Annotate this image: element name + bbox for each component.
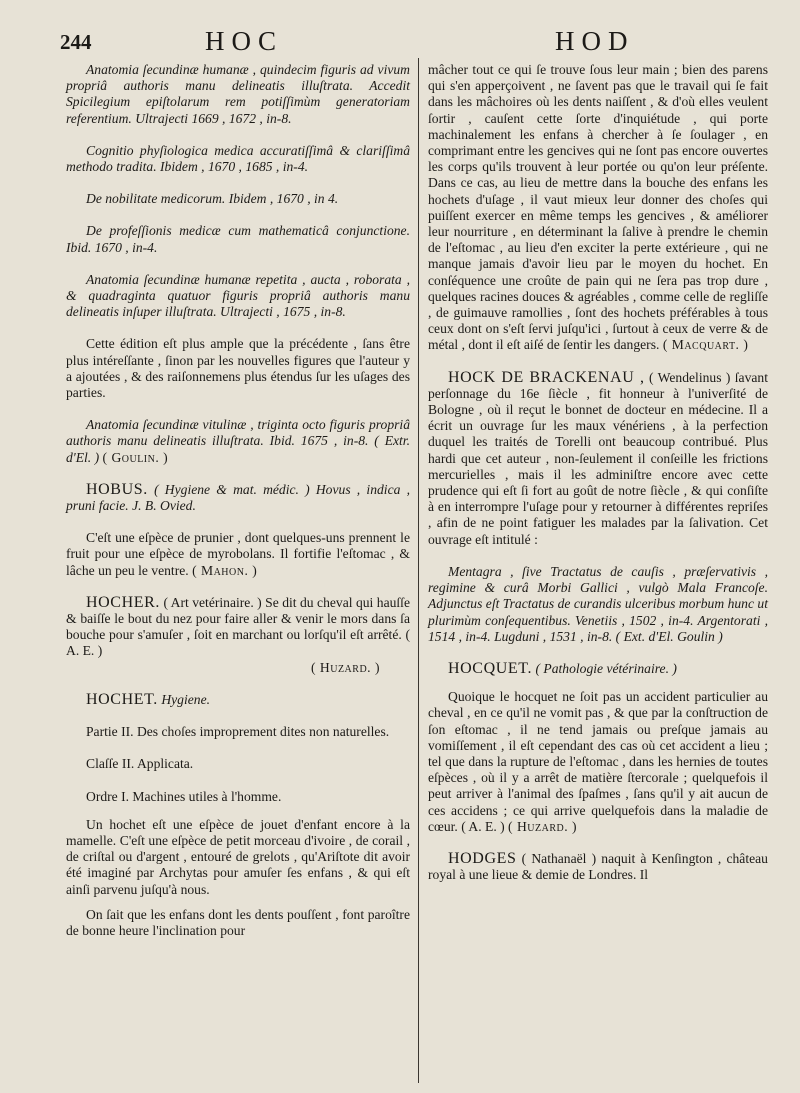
note-edition: Cette édition eſt plus ample que la précédente , ſans être plus intéreſſante , ſinon par les nouvelles figures que l'auteur y a ajoutées , & des raiſonnemens plus étendus ſur les uſages des parties. — [66, 336, 410, 401]
running-head-left: HOC — [205, 26, 284, 56]
citation-anatomia-vitulinae — [66, 417, 410, 466]
right-column — [428, 62, 768, 883]
entry-subject: Hygiene. — [161, 691, 210, 707]
entry-headword: HOBUS. — [86, 480, 148, 498]
entry-headword: HOCHET. — [86, 690, 158, 708]
entry-body: C'eſt une eſpèce de prunier , dont quelques-uns prennent le fruit pour une eſpèce de myrobolans. Il fortifie l'eſtomac , & lâche un peu le ventre. — [66, 530, 410, 578]
citation-mentagra: Mentagra , ſive Tractatus de cauſis , præſervativis , regimine & curâ Morbi Gallici , vulgò Mala Francoſe. Adjunctus eſt Tractatus de curandis ulceribus morbum hunc ut plurimùm conſequentibus. Venetiis , 1502 , in-4. Argentorati , 1514 , in-4. Lugduni , 1531 , in-8. ( Ext. d'El. Goulin ) — [428, 563, 768, 644]
classification-partie: Partie II. Des choſes improprement dites non naturelles. — [86, 724, 390, 740]
citation-de-nobilitate: De nobilitate medicorum. Ibidem , 1670 , in 4. — [86, 191, 339, 207]
author-signature: ( Huzard. ) — [508, 818, 578, 834]
entry-body: Quoique le hocquet ne ſoit pas un accident particulier au cheval , en ce qu'il ne vomit pas , & que par la conſtruction de ſon eſtomac , il ne tend jamais ou preſque jamais au vomiſſement , il eſt cependant des cas où cet accident a lieu ; tel que dans la rupture de l'eſtomac , dans les hernies de toutes eſpèces , où il y a arrêt de matière ſtercorale ; quelquefois il peut arriver à l'animal des ſpaſmes , ſans qu'il y ait aucun de ces accidens ; ce qui arrive quelquefois dans la maladie de cœur. ( A. E. ) — [428, 689, 768, 834]
classification-classe: Claſſe II. Applicata. — [86, 756, 194, 772]
entry-headword: HODGES — [448, 849, 517, 867]
entry-hochet — [66, 692, 410, 708]
entry-hocher — [66, 595, 410, 660]
hochet-continued: On ſait que les enfans dont les dents pouſſent , font paroître de bonne heure l'inclination pour — [66, 906, 410, 938]
left-column — [66, 62, 410, 939]
entry-hobus-text — [66, 530, 410, 579]
entry-hodges — [428, 851, 768, 883]
entry-hock-de-brackenau — [428, 370, 768, 548]
citation-de-professionis: De profeſſionis medicæ cum mathematicâ conjunctione. Ibid. 1670 , in-4. — [66, 223, 410, 255]
author-signature: ( Huzard. ) — [310, 659, 380, 675]
column-divider — [418, 58, 419, 1083]
author-signature: ( Mahon. ) — [192, 562, 258, 578]
citation-cognitio: Cognitio phyſiologica medica accuratiſſimâ & clariſſimâ methodo tradita. Ibidem , 1670 , 1685 , in-4. — [66, 142, 410, 175]
entry-body: ( Art vetérinaire. ) Se dit du cheval qui hauſſe & baiſſe le bout du nez pour faire aller & venir le mors dans ſa bouche pour s'amuſer , ſoit en marchant ou lorſqu'il eſt arrêté. ( A. E. ) — [66, 594, 410, 659]
entry-subject: ( Hygiene & mat. médic. ) Hovus , indica , pruni facie. J. B. Ovied. — [66, 481, 411, 514]
citation-text: Anatomia ſecundinæ vitulinæ , triginta octo figuris propriâ authoris manu delineatis illuſtrata. Ibid. 1675 , in-8. ( Extr. d'El. ) — [66, 417, 410, 465]
citation-anatomia-repetita: Anatomia ſecundinæ humanæ repetita , aucta , roborata , & quadraginta quatuor figuris propriâ authoris manu delineatis inſuper illuſtrata. Ultrajecti , 1675 , in-8. — [66, 271, 410, 320]
running-head-right: HOD — [555, 26, 635, 56]
entry-body: ( Nathanaël ) naquit à Kenſington , château royal à une lieue & demie de Londres. Il — [428, 850, 768, 883]
page-number: 244 — [60, 30, 92, 54]
entry-hocquet-text — [428, 689, 768, 835]
entry-headword: HOCK DE BRACKENAU , — [448, 368, 645, 386]
page-header — [0, 26, 800, 58]
entry-hocquet — [428, 661, 768, 677]
entry-body: ( Wendelinus ) ſavant perſonnage du 16e ſiècle , fit honneur à l'univerſité de Bologne , où il reçut le bonnet de docteur en médecine. Il a écrit un ouvrage ſur les maux vénériens , à la perfection duquel les traités de Torelli ont beaucoup contribué. Plus hardi que cet auteur , non-ſeulement il conſeille les frictions mercurielles , mais il les adminiſtre encore avec cette prudence qui eſt ſi fort au goût de notre ſiècle , & qui conſiſte à en interrompre l'uſage pour y retourner à différentes repriſes , afin de ne point fatiguer les malades par la ſalivation. Cet ouvrage eſt intitulé : — [428, 369, 768, 547]
entry-headword: HOCQUET. — [448, 659, 533, 677]
entry-subject: ( Pathologie vétérinaire. ) — [535, 660, 677, 676]
hochet-definition: Un hochet eſt une eſpèce de jouet d'enfant encore à la mamelle. C'eſt une eſpèce de petit morceau d'ivoire , de corail , de criſtal ou d'argent , entouré de grelots , qu'Ariſtote dit avoir été imaginé par Archytas pour amuſer ſes enfans , & qui eſt ainſi parvenu juſqu'à nous. — [66, 816, 410, 897]
citation-anatomia-secundinae: Anatomia ſecundinæ humanæ , quindecim figuris ad vivum propriâ authoris manu delineatis illuſtrata. Accedit Spicilegium epiſtolarum rem potiſſimùm generatoriam referentium. Ultrajecti 1669 , 1672 , in-8. — [66, 62, 410, 126]
hochet-continuation — [428, 62, 768, 354]
classification-ordre: Ordre I. Machines utiles à l'homme. — [86, 788, 282, 804]
author-signature: ( Macquart. ) — [662, 337, 749, 353]
author-signature: ( Goulin. ) — [102, 449, 169, 465]
entry-headword: HOCHER. — [86, 593, 160, 611]
entry-body: mâcher tout ce qui ſe trouve ſous leur main ; bien des parens qui s'en apperçoivent , ne ſavent pas que le travail qui ſe fait dans les mâchoires où les dents naiſſent , & d'où elles veulent ſortir , cauſent cette ſorte d'inquiétude , qui porte machinalement les enfans à chercher à ſe ſoulager , en comprimant entre les gencives qui ne ſont pas encore ouvertes les corps qu'ils trouvent à leur portée ou qu'on leur préſente. Dans ce cas, au lieu de mettre dans la bouche des enfans les hochets d'uſage , il vaut mieux leur donner des choſes qui puiſſent exercer en même temps les gencives , & améliorer leur nourriture , en déterminant la ſalive à prendre le chemin de l'eſtomac , au lieu d'en exciter la perte extérieure , qui ne manque jamais d'avoir lieu par le moyen du hochet. En conſéquence une croûte de pain qui ne ſera pas trop dure , quelques racines douces & agréables , comme celle de regliſſe , de guimauve ramollies , ſont des hochets préférables à tous ceux dont on s'eſt ſervi juſqu'ici , ſurtout à ceux de verre & de métal , dont il eſt aiſé de ſentir les dangers. — [428, 62, 768, 353]
entry-hobus — [66, 482, 410, 514]
